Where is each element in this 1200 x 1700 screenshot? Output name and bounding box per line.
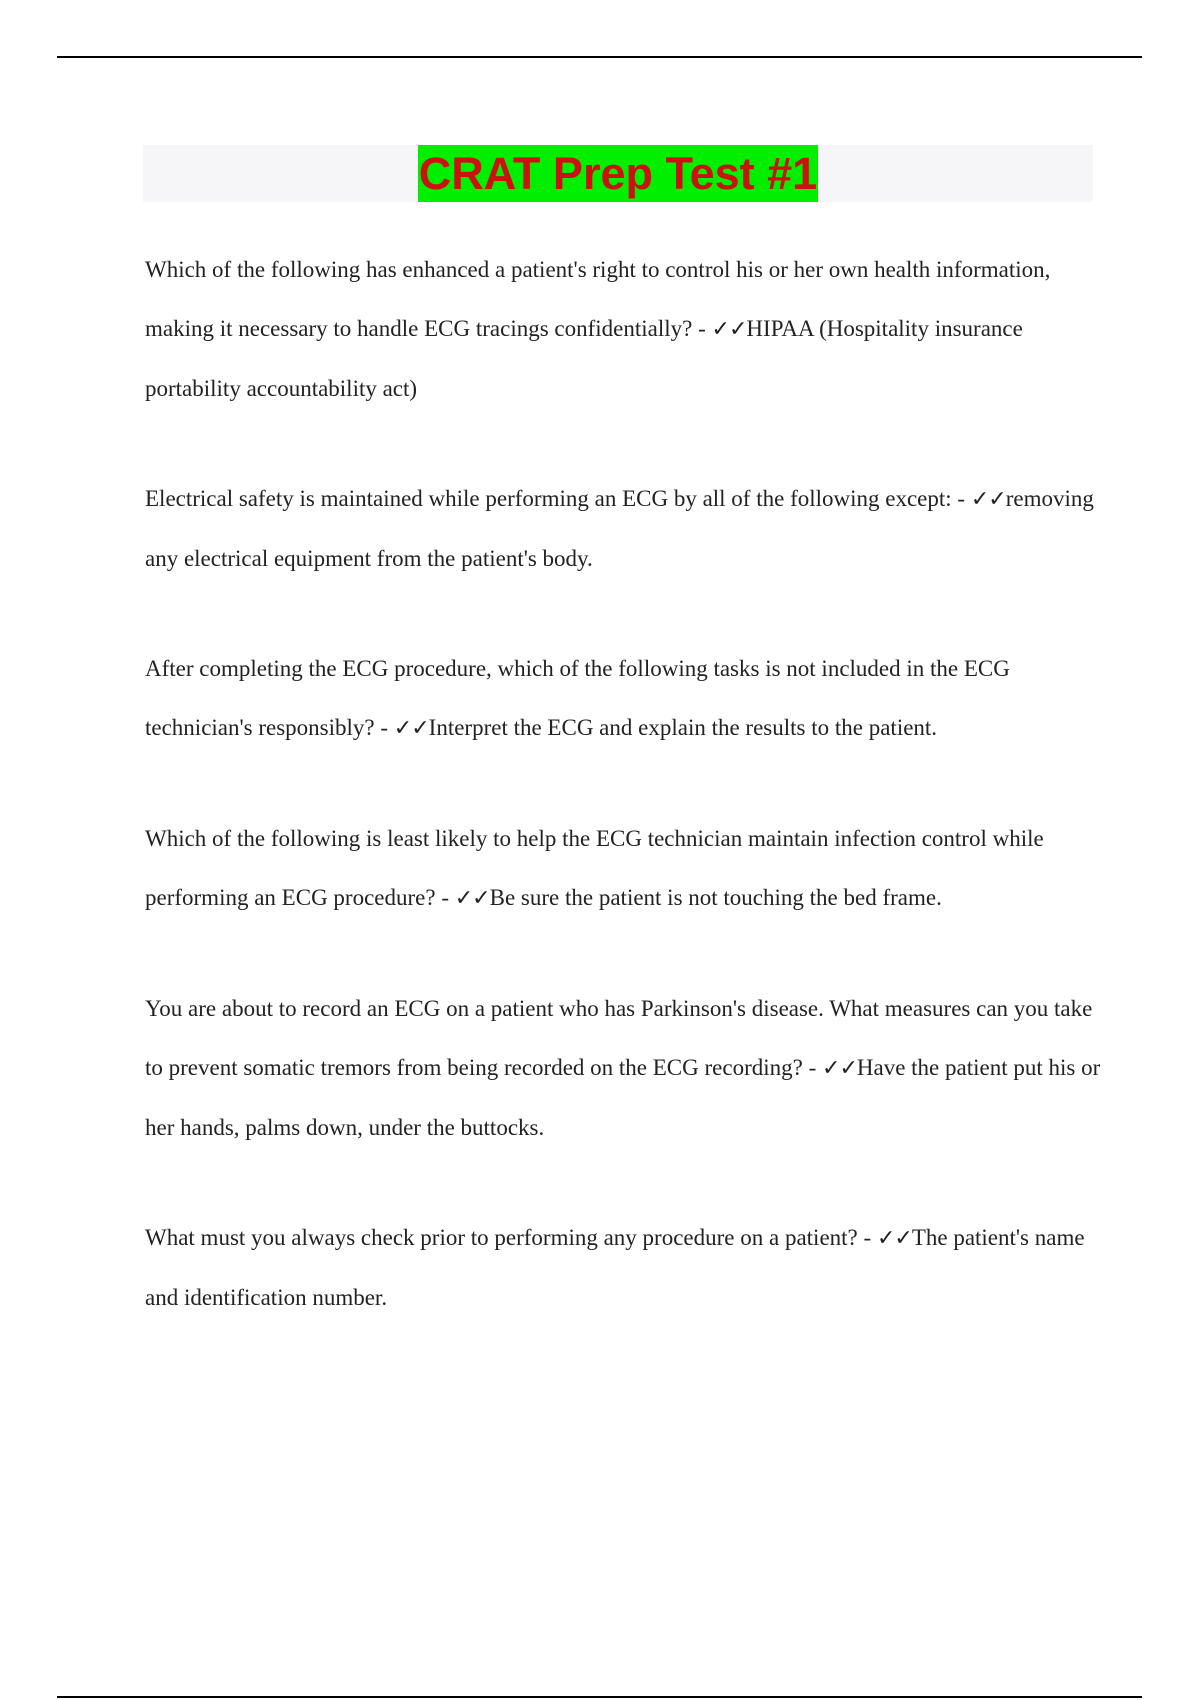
double-check-icon: ✓✓ — [876, 1226, 912, 1251]
question-text: Electrical safety is maintained while performing an ECG by all of the following except: — [145, 486, 952, 511]
question-text: What must you always check prior to performing any procedure on a patient? — [145, 1225, 858, 1250]
separator: - — [802, 1055, 823, 1080]
answer-text: Interpret the ECG and explain the results to the patient. — [428, 715, 938, 740]
double-check-icon: ✓✓ — [970, 487, 1006, 512]
qa-item-3 — [145, 639, 1105, 758]
question-text: You are about to record an ECG on a patient who has Parkinson's disease. What measures can you take to prevent somatic tremors from being recorded on the ECG recording? — [145, 996, 1093, 1080]
qa-item-4 — [145, 809, 1105, 928]
bottom-rule — [57, 1696, 1142, 1698]
question-text: Which of the following is least likely to help the ECG technician maintain infection control while performing an ECG procedure? — [145, 826, 1044, 910]
question-text: Which of the following has enhanced a patient's right to control his or her own health information, making it necessary to handle ECG tracings confidentially? — [145, 257, 1051, 341]
answer-text: removing any electrical equipment from the patient's body. — [145, 486, 1094, 571]
qa-list — [145, 240, 1105, 1327]
qa-item-5 — [145, 979, 1105, 1157]
top-rule — [57, 56, 1142, 58]
page-title: CRAT Prep Test #1 — [418, 145, 818, 202]
answer-text: Have the patient put his or her hands, palms down, under the buttocks. — [145, 1055, 1101, 1140]
question-text: After completing the ECG procedure, which of the following tasks is not included in the ECG technician's responsibly? — [145, 656, 1010, 740]
qa-item-6 — [145, 1208, 1105, 1327]
answer-text: HIPAA (Hospitality insurance portability accountability act) — [145, 316, 1023, 401]
double-check-icon: ✓✓ — [711, 317, 747, 342]
title-band — [143, 145, 1093, 202]
separator: - — [435, 885, 455, 910]
separator: - — [857, 1225, 877, 1250]
double-check-icon: ✓✓ — [393, 716, 429, 741]
answer-text: Be sure the patient is not touching the bed frame. — [489, 885, 942, 910]
double-check-icon: ✓✓ — [454, 886, 490, 911]
double-check-icon: ✓✓ — [822, 1056, 857, 1081]
separator: - — [951, 486, 971, 511]
answer-text: The patient's name and identification number. — [145, 1225, 1085, 1310]
qa-item-2 — [145, 469, 1105, 588]
qa-item-1 — [145, 240, 1105, 418]
separator: - — [374, 715, 394, 740]
separator: - — [692, 316, 712, 341]
